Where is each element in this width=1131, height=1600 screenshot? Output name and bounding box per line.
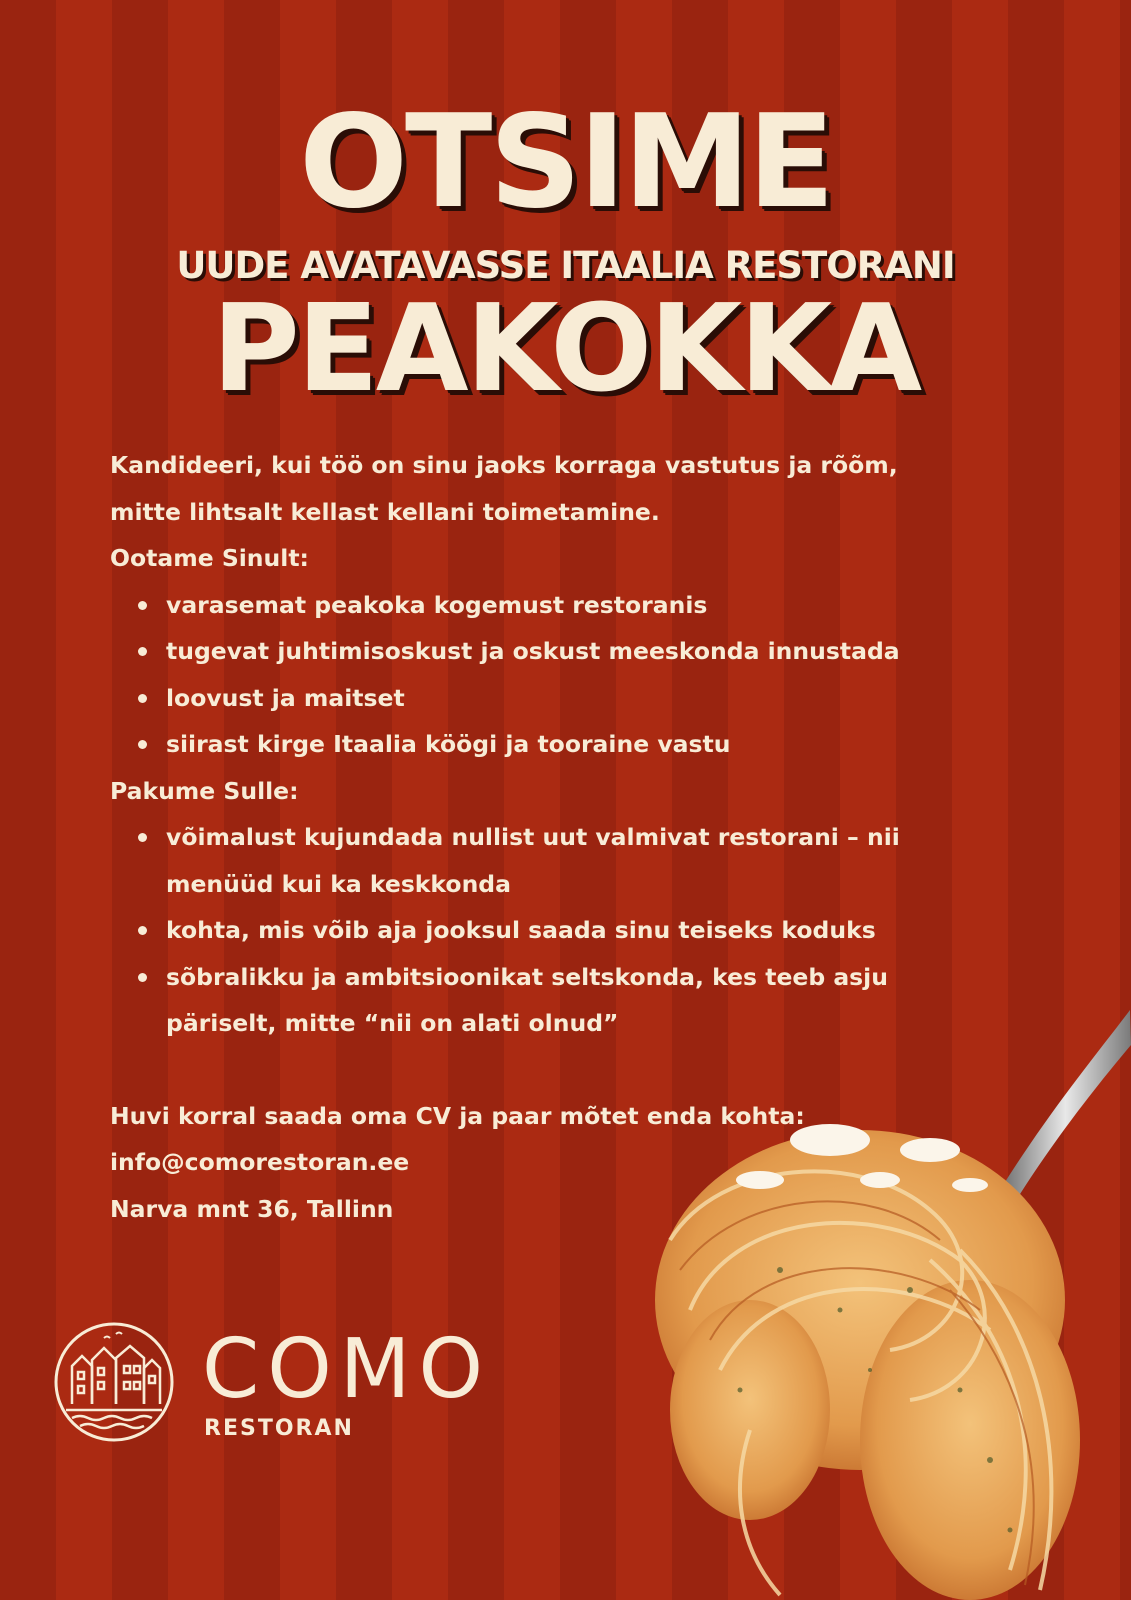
como-logo <box>52 1320 572 1450</box>
intro-line: Kandideeri, kui töö on sinu jaoks korraga vastutus ja rõõm, <box>110 451 898 479</box>
list-item-line: sõbralikku ja ambitsioonikat seltskonda, kes teeb asju <box>166 962 888 991</box>
expect-list <box>110 582 1040 768</box>
houses-by-water-emblem-icon <box>52 1320 176 1444</box>
intro-line: mitte lihtsalt kellast kellani toimetamine. <box>110 497 660 526</box>
list-item <box>166 907 1040 954</box>
headline-subtitle: UUDE AVATAVASSE ITAALIA RESTORANI <box>176 244 955 287</box>
logo-subtitle: RESTORAN <box>204 1416 354 1441</box>
list-item-line: kohta, mis võib aja jooksul saada sinu teiseks koduks <box>166 916 876 944</box>
expect-heading: Ootame Sinult: <box>110 544 309 572</box>
headline-bottom: PEAKOKKA <box>211 280 920 419</box>
contact-cta: Huvi korral saada oma CV ja paar mõtet enda kohta: <box>110 1101 805 1130</box>
spaghetti-fork-photo-icon <box>630 1010 1131 1600</box>
list-item-line: menüüd kui ka keskkonda <box>166 869 511 898</box>
list-item: tugevat juhtimisoskust ja oskust meeskonda innustada <box>166 628 1040 675</box>
list-item <box>166 814 1040 907</box>
headline-top: OTSIME <box>299 88 832 237</box>
list-item: loovust ja maitset <box>166 675 1040 722</box>
offer-heading: Pakume Sulle: <box>110 776 299 805</box>
contact-address: Narva mnt 36, Tallinn <box>110 1194 394 1223</box>
list-item-line: päriselt, mitte “nii on alati olnud” <box>166 1009 619 1037</box>
list-item-line: võimalust kujundada nullist uut valmivat restorani – nii <box>166 823 900 851</box>
logo-wordmark: COMO <box>202 1322 492 1417</box>
list-item: siirast kirge Itaalia köögi ja tooraine vastu <box>166 721 1040 768</box>
contact-email[interactable]: info@comorestoran.ee <box>110 1148 410 1176</box>
list-item: varasemat peakoka kogemust restoranis <box>166 582 1040 629</box>
